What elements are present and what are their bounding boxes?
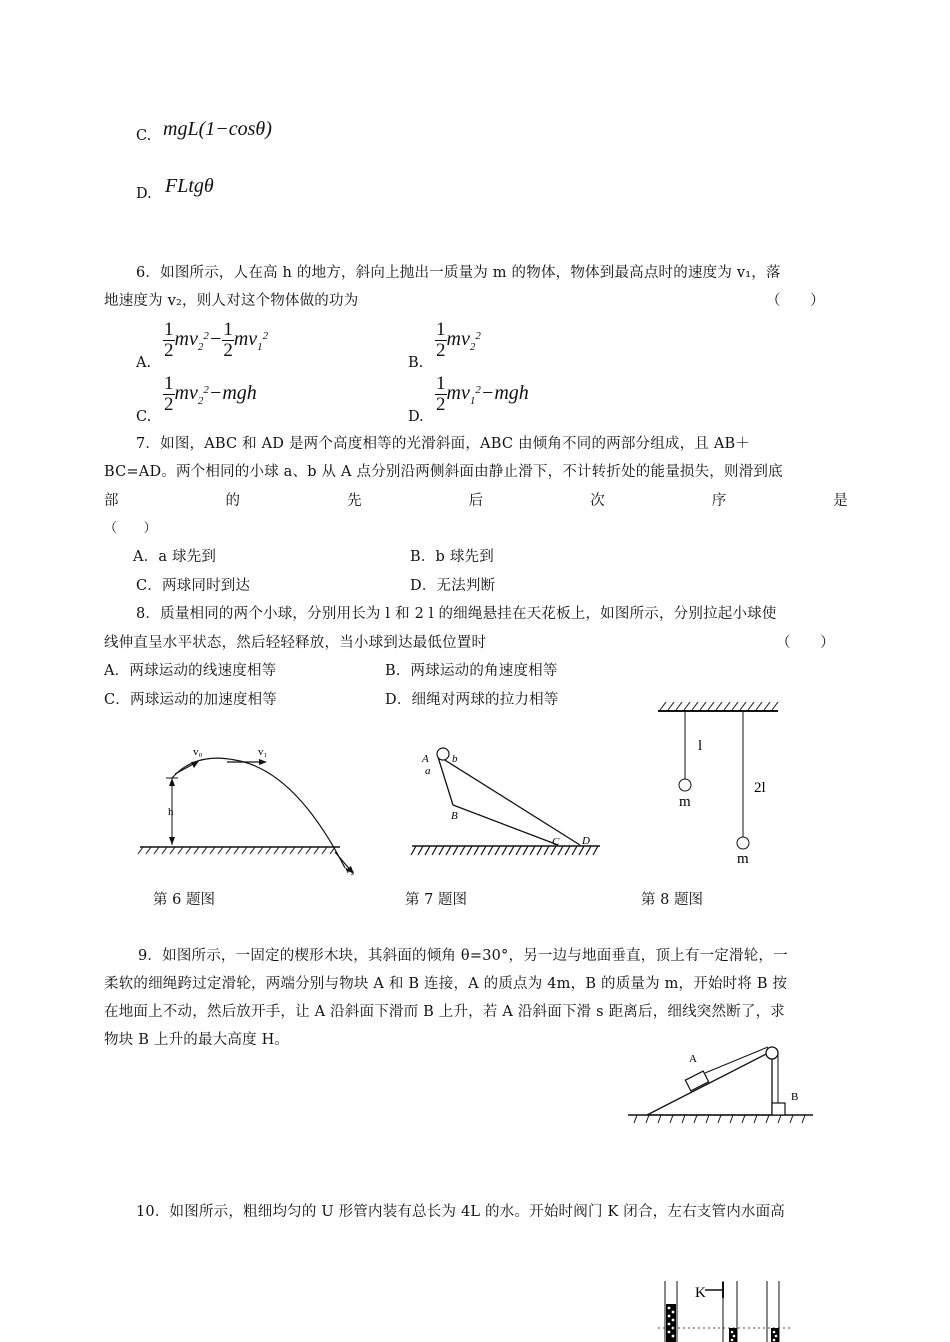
- left-water: [666, 1304, 676, 1342]
- q7-stem-line1: 7．如图，ABC 和 AD 是两个高度相等的光滑斜面，ABC 由倾角不同的两部分组成，且 AB＋: [136, 436, 751, 452]
- q7-stem-line3: [104, 487, 848, 515]
- point-c-label: C: [552, 836, 560, 848]
- trajectory-curve: [172, 758, 345, 868]
- q6-option-a-expression: $\frac{1}{2}$ $mv_2^2-$ $\frac{1}{2}$ $mv_1^2$: [164, 319, 269, 361]
- q6-stem-line2: 地速度为 v₂，则人对这个物体做的功为: [104, 293, 359, 309]
- v0-label: v₀: [193, 746, 203, 758]
- q5-option-d-expression: FLtgθ: [165, 175, 214, 197]
- point-a-label: A: [422, 753, 429, 765]
- q8-stem-line1: 8．质量相同的两个小球，分别用长为 l 和 2 l 的细绳悬挂在天花板上，如图所示，分别拉起小球使: [136, 606, 777, 622]
- q6-answer-bracket: （ ）: [766, 293, 825, 309]
- q8-option-d: D．细绳对两球的拉力相等: [385, 692, 559, 708]
- ball-a-label: a: [425, 765, 431, 777]
- height-label: h: [168, 806, 174, 818]
- point-b-label: B: [451, 810, 458, 822]
- q6-option-b-expression: $\frac{1}{2}$ $mv_2^2$: [436, 319, 481, 361]
- length-l-label: l: [698, 738, 703, 754]
- ground-hatch: [138, 847, 335, 854]
- figure-8-pendulums: [650, 697, 785, 872]
- q7-stem-line2: BC=AD。两个相同的小球 a、b 从 A 点分别沿两侧斜面由静止滑下，不计转折处的能量损失，则滑到底: [104, 464, 783, 480]
- q7-char: 先: [347, 493, 362, 509]
- q6-option-b-label: B.: [408, 355, 424, 371]
- ball-b-label: b: [452, 753, 458, 765]
- q7-option-c: C．两球同时到达: [136, 578, 251, 594]
- valve-k-label: K: [695, 1285, 706, 1301]
- mass-long-label: m: [737, 851, 749, 867]
- block-b: [772, 1103, 785, 1115]
- q9-stem-line3: 在地面上不动，然后放开手，让 A 沿斜面下滑而 B 上升，若 A 沿斜面下滑 s 距离后，细线突然断了，求: [104, 1004, 786, 1020]
- v2-label: v₂: [345, 864, 355, 876]
- q8-answer-bracket: （ ）: [776, 635, 835, 651]
- ground-hatch: [634, 1115, 805, 1123]
- q8-option-b: B．两球运动的角速度相等: [385, 663, 558, 679]
- ball-long-icon: [737, 837, 749, 849]
- incline-abc: [438, 757, 558, 845]
- ball-short-icon: [679, 779, 691, 791]
- q7-char: 的: [225, 493, 241, 509]
- q9-stem-line4: 物块 B 上升的最大高度 H。: [104, 1032, 290, 1048]
- q5-option-c-label: C.: [136, 128, 152, 144]
- q6-option-c-expression: $\frac{1}{2}$ $mv_2^2-mgh$: [164, 373, 257, 415]
- figure-10-u-tube: [655, 1276, 795, 1342]
- ball-icon: [437, 748, 449, 760]
- figure-8-caption: 第 8 题图: [641, 892, 703, 908]
- length-2l-label: 2l: [754, 780, 766, 796]
- pulley-icon: [766, 1047, 778, 1059]
- q7-char: 部: [104, 493, 119, 509]
- q6-option-d-label: D.: [408, 409, 424, 425]
- q7-char: 次: [590, 493, 605, 509]
- q7-option-a: A．a 球先到: [133, 549, 217, 565]
- q6-stem-line1: 6．如图所示，人在高 h 的地方，斜向上抛出一质量为 m 的物体，物体到最高点时的速度为 v₁，落: [136, 265, 781, 281]
- ceiling-hatch: [660, 702, 778, 710]
- q6-option-c-label: C.: [136, 409, 152, 425]
- q9-stem-line2: 柔软的细绳跨过定滑轮，两端分别与物块 A 和 B 连接，A 的质点为 4m，B 的质量为 m，开始时将 B 按: [104, 976, 788, 992]
- figure-6-caption: 第 6 题图: [153, 892, 215, 908]
- block-b-label: B: [791, 1091, 799, 1103]
- q7-answer-bracket: （ ）: [104, 521, 157, 536]
- q8-option-a: A．两球运动的线速度相等: [104, 663, 277, 679]
- figure-9-wedge: [625, 1043, 815, 1128]
- figure-7-inclines: [408, 740, 608, 865]
- figure-7-caption: 第 7 题图: [405, 892, 467, 908]
- q5-option-c-expression: mgL(1−cosθ): [163, 118, 272, 140]
- q5-option-d-label: D.: [136, 186, 152, 202]
- v1-label: v₁: [258, 746, 268, 758]
- q6-option-a-label: A.: [136, 355, 152, 371]
- wedge-block: [647, 1051, 772, 1115]
- incline-ad: [440, 757, 580, 845]
- q10-stem-line1: 10．如图所示，粗细均匀的 U 形管内装有总长为 4L 的水。开始时阀门 K 闭合，左右支管内水面高: [136, 1204, 786, 1220]
- q9-stem-line1: 9．如图所示，一固定的楔形木块，其斜面的倾角 θ=30°，另一边与地面垂直，顶上有一定滑轮，一: [138, 948, 788, 964]
- block-a: [685, 1071, 708, 1091]
- q7-char: 序: [711, 493, 727, 509]
- q7-option-b: B．b 球先到: [410, 549, 494, 565]
- block-a-label: A: [689, 1053, 697, 1065]
- q7-char: 是: [833, 493, 848, 509]
- point-d-label: D: [582, 835, 590, 847]
- q8-option-c: C．两球运动的加速度相等: [104, 692, 277, 708]
- figure-6-projectile: [135, 740, 370, 880]
- q8-stem-line2: 线伸直呈水平状态，然后轻轻释放，当小球到达最低位置时: [104, 635, 487, 651]
- q7-char: 后: [468, 493, 484, 509]
- q7-option-d: D．无法判断: [410, 578, 496, 594]
- q6-option-d-expression: $\frac{1}{2}$ $mv_1^2-mgh$: [436, 373, 529, 415]
- ground-hatch: [411, 846, 598, 855]
- mass-short-label: m: [679, 794, 691, 810]
